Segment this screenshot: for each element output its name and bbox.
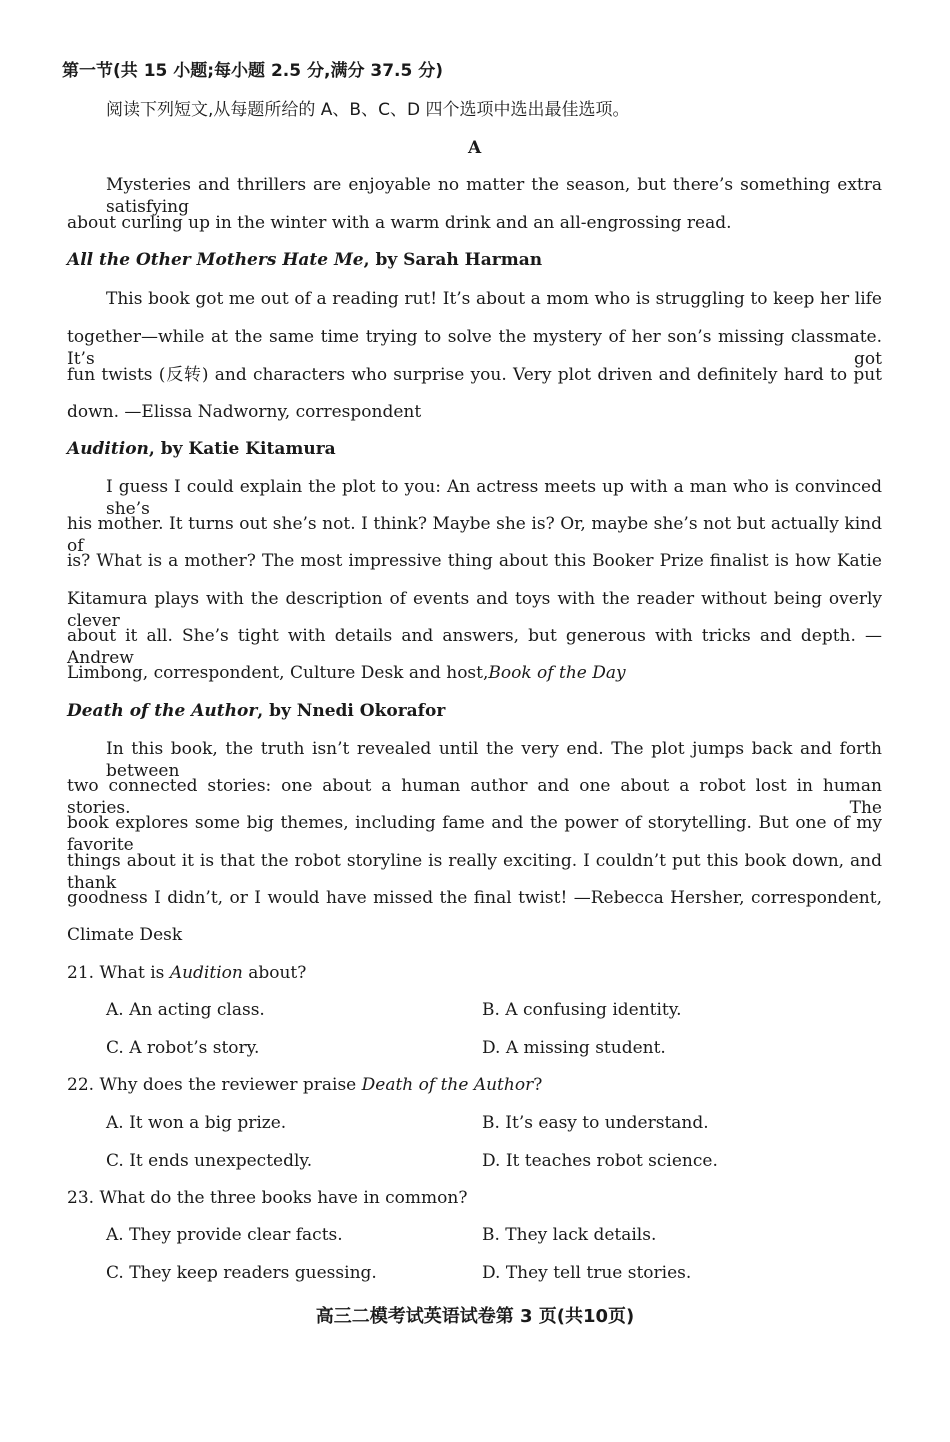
review-line: Kitamura plays with the description of events and toys with the reader without being overly clever	[67, 589, 882, 631]
option-d[interactable]: D. It teaches robot science.	[482, 1151, 718, 1171]
question-number: 23.	[67, 1188, 95, 1208]
section-heading: 第一节(共 15 小题;每小题 2.5 分,满分 37.5 分)	[62, 61, 444, 81]
question-stem	[67, 1187, 467, 1209]
option-c[interactable]: C. It ends unexpectedly.	[106, 1151, 313, 1171]
option-a[interactable]: A. An acting class.	[106, 1000, 265, 1020]
option-c[interactable]: C. They keep readers guessing.	[106, 1263, 377, 1283]
intro-line-1: Mysteries and thrillers are enjoyable no matter the season, but there’s something extra satisfying	[106, 175, 882, 217]
question-text-italic: Audition	[169, 963, 243, 983]
question-text-end: ?	[533, 1075, 543, 1095]
review-line: things about it is that the robot storyline is really exciting. I couldn’t put this book down, and thank	[67, 851, 882, 893]
option-c[interactable]: C. A robot’s story.	[106, 1038, 260, 1058]
review-line: goodness I didn’t, or I would have missed the final twist! —Rebecca Hersher, correspondent,	[67, 888, 882, 908]
book-byline: , by Katie Kitamura	[148, 439, 336, 459]
book-title: All the Other Mothers Hate Me	[67, 250, 364, 270]
question-text-italic: Death of the Author	[361, 1075, 534, 1095]
option-a[interactable]: A. It won a big prize.	[106, 1113, 287, 1133]
option-b[interactable]: B. A confusing identity.	[482, 1000, 682, 1020]
passage-label: A	[468, 138, 482, 158]
question-text: What do the three books have in common?	[99, 1188, 468, 1208]
question-stem	[67, 962, 306, 984]
review-line: together—while at the same time trying to solve the mystery of her son’s missing classmate. It’s got	[67, 327, 882, 369]
show-name: Book of the Day	[488, 663, 626, 683]
book-heading	[67, 249, 542, 271]
page-footer: 高三二模考试英语试卷第 3 页(共10页)	[315, 1306, 635, 1327]
review-line: book explores some big themes, including fame and the power of storytelling. But one of my favorite	[67, 813, 882, 855]
review-line-text: Limbong, correspondent, Culture Desk and host,	[67, 663, 489, 683]
review-line: is? What is a mother? The most impressive thing about this Booker Prize finalist is how Katie	[67, 551, 882, 571]
book-title: Audition	[67, 439, 149, 459]
question-text: What is	[99, 963, 170, 983]
book-heading	[67, 438, 336, 460]
book-byline: , by Nnedi Okorafor	[257, 701, 446, 721]
question-stem	[67, 1074, 542, 1096]
review-line: down. —Elissa Nadworny, correspondent	[67, 402, 422, 422]
intro-line-2: about curling up in the winter with a warm drink and an all-engrossing read.	[67, 213, 732, 233]
review-line: This book got me out of a reading rut! It’s about a mom who is struggling to keep her life	[106, 289, 882, 309]
option-a[interactable]: A. They provide clear facts.	[106, 1225, 343, 1245]
review-line: his mother. It turns out she’s not. I think? Maybe she is? Or, maybe she’s not but actually kind of	[67, 514, 882, 556]
option-b[interactable]: B. They lack details.	[482, 1225, 657, 1245]
section-instruction: 阅读下列短文,从每题所给的 A、B、C、D 四个选项中选出最佳选项。	[106, 100, 630, 120]
review-line	[67, 662, 626, 684]
option-b[interactable]: B. It’s easy to understand.	[482, 1113, 709, 1133]
book-title: Death of the Author	[67, 701, 258, 721]
question-number: 21.	[67, 963, 95, 983]
option-d[interactable]: D. A missing student.	[482, 1038, 666, 1058]
book-heading	[67, 700, 445, 722]
book-byline: , by Sarah Harman	[363, 250, 543, 270]
question-text: Why does the reviewer praise	[99, 1075, 362, 1095]
review-line: I guess I could explain the plot to you: An actress meets up with a man who is convinced she’s	[106, 477, 882, 519]
question-text-end: about?	[242, 963, 307, 983]
review-line: Climate Desk	[67, 925, 183, 945]
review-line: two connected stories: one about a human author and one about a robot lost in human stories. The	[67, 776, 882, 818]
question-number: 22.	[67, 1075, 95, 1095]
review-line: about it all. She’s tight with details and answers, but generous with tricks and depth. —Andrew	[67, 626, 882, 668]
review-line: In this book, the truth isn’t revealed until the very end. The plot jumps back and forth between	[106, 739, 882, 781]
review-line: fun twists (反转) and characters who surprise you. Very plot driven and definitely hard to put	[67, 365, 882, 385]
option-d[interactable]: D. They tell true stories.	[482, 1263, 692, 1283]
